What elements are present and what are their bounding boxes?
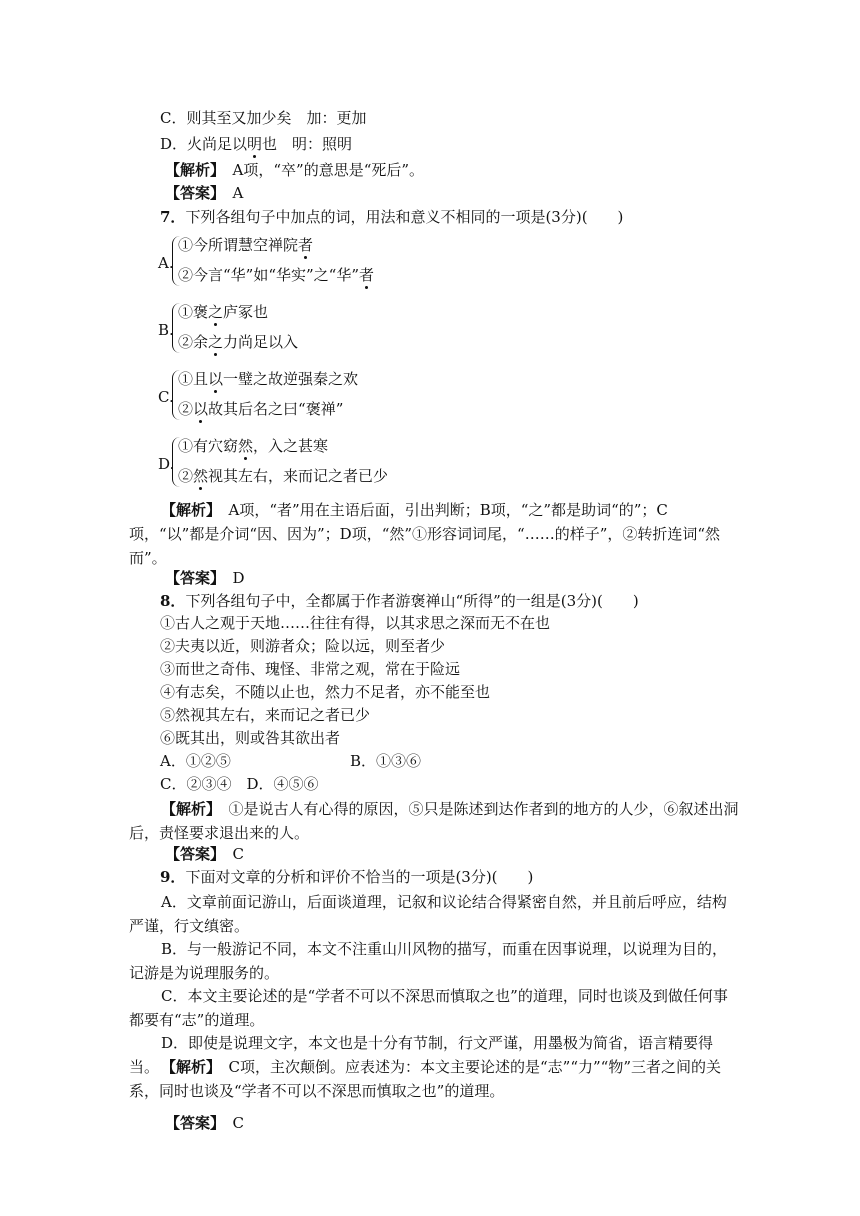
q9-option-d: D．即使是说理文字，本文也是十分有节制，行文严谨，用墨极为简省，语言精要得当。 [129, 1034, 714, 1076]
text: 也 明：照明 [262, 135, 353, 153]
q8-item: ④有志矣，不随以止也，然力不足者，亦不能至也 [160, 683, 491, 701]
q9-option-b: B．与一般游记不同，本文不注重山川风物的描写，而重在因事说理，以说理为目的，记游是为说理服务的。 [129, 940, 728, 982]
text: ，入之甚寒 [253, 437, 329, 455]
text: ② [178, 400, 194, 418]
q7-answer [165, 568, 245, 588]
text: 故其后名之曰“褒禅” [208, 400, 344, 418]
question-number: 7． [160, 208, 186, 226]
text: 庐冢也 [223, 303, 269, 321]
q7-option-d-label: D. [158, 455, 175, 473]
question-number: 9． [160, 868, 186, 886]
text: ①褒 [178, 303, 209, 321]
analysis-label: 【解析】 [161, 800, 214, 818]
analysis-text: A项，“卒”的意思是“死后”。 [232, 161, 425, 179]
analysis-text: ①是说古人有心得的原因，⑤只是陈述到达作者到的地方的人少，⑥叙述出洞后，责怪要求退出来的人。 [129, 800, 739, 842]
text: D．火尚足以 [160, 135, 248, 153]
answer-label: 【答案】 [165, 569, 218, 587]
q7-c1 [178, 369, 358, 389]
answer-text: C [232, 845, 245, 863]
text: 一璧之故逆强秦之欢 [223, 370, 359, 388]
text: ①有穴窈 [178, 437, 239, 455]
question-text: 下列各组句子中加点的词，用法和意义不相同的一项是(3分)( ) [185, 208, 624, 226]
q6-answer [165, 183, 243, 203]
dotted-char: 然 [193, 467, 209, 485]
q7-a1 [178, 235, 313, 255]
dotted-char: 以 [193, 400, 209, 418]
question-text: 下列各组句子中，全都属于作者游褒禅山“所得”的一组是(3分)( ) [185, 592, 639, 610]
q8-item: ⑤然视其左右，来而记之者已少 [160, 706, 371, 724]
q9-option-c: C．本文主要论述的是“学者不可以不深思而慎取之也”的道理，同时也谈及到做任何事都要有“志”的道理。 [129, 987, 728, 1029]
text: ② [178, 467, 194, 485]
q8-item: ①古人之观于天地……往往有得，以其求思之深而无不在也 [160, 614, 551, 632]
text: ②余 [178, 333, 209, 351]
q8-option-cd: C．②③④ D．④⑤⑥ [160, 775, 319, 793]
q7-d2 [178, 466, 388, 486]
dotted-char: 然 [238, 437, 254, 455]
analysis-label: 【解析】 [161, 1058, 214, 1076]
q8-item: ③而世之奇伟、瑰怪、非常之观，常在于险远 [160, 660, 461, 678]
answer-text: C [232, 1114, 245, 1132]
answer-label: 【答案】 [165, 1114, 218, 1132]
dotted-char: 之 [208, 333, 224, 351]
text: 视其左右，来而记之者已少 [208, 467, 389, 485]
q7-a2 [178, 265, 374, 285]
q7-option-c-label: C. [158, 388, 174, 406]
dotted-char: 者 [359, 266, 375, 284]
text: 力尚足以入 [223, 333, 299, 351]
q9-option-a: A．文章前面记游山，后面谈道理，记叙和议论结合得紧密自然，并且前后呼应，结构严谨，行文缜密。 [129, 893, 727, 935]
analysis-text: A项，“者”用在主语后面，引出判断；B项，“之”都是助词“的”；C项，“以”都是介词“因、因为”；D项，“然”①形容词词尾，“……的样子”，②转折连词“然而”。 [129, 501, 721, 567]
analysis-text: C项，主次颠倒。应表述为：本文主要论述的是“志”“力”“物”三者之间的关系，同时也谈及“学者不可以不深思而慎取之也”的道理。 [129, 1058, 722, 1100]
q8-item: ②夫夷以近，则游者众；险以远，则至者少 [160, 637, 446, 655]
q8-option-b: B．①③⑥ [350, 752, 422, 770]
dotted-char: 以 [208, 370, 224, 388]
answer-label: 【答案】 [165, 845, 218, 863]
answer-text: D [232, 569, 245, 587]
question-text: 下面对文章的分析和评价不恰当的一项是(3分)( ) [185, 868, 534, 886]
q6-analysis [165, 160, 424, 180]
q7-b1 [178, 302, 268, 322]
q9-stem [160, 867, 533, 887]
q7-option-b-label: B. [158, 321, 174, 339]
q8-stem [160, 591, 639, 611]
q7-stem [160, 207, 623, 227]
q6-option-d [160, 134, 352, 154]
q9-analysis [129, 1055, 739, 1103]
answer-text: A [232, 184, 244, 202]
question-number: 8． [160, 592, 186, 610]
q7-d1 [178, 436, 328, 456]
analysis-label: 【解析】 [165, 161, 218, 179]
text: ①且 [178, 370, 209, 388]
q6-option-c: C．则其至又加少矣 加：更加 [160, 109, 367, 127]
text: ②今言“华”如“华实”之“华” [178, 266, 360, 284]
dotted-char: 者 [298, 236, 314, 254]
dotted-char: 之 [208, 303, 224, 321]
analysis-label: 【解析】 [161, 501, 214, 519]
q7-analysis [129, 498, 739, 570]
q7-option-a-label: A. [158, 254, 174, 272]
q9-answer [165, 1113, 244, 1133]
q8-answer [165, 844, 244, 864]
answer-label: 【答案】 [165, 184, 218, 202]
text: ①今所谓慧空禅院 [178, 236, 299, 254]
q7-b2 [178, 332, 298, 352]
q8-option-a: A．①②⑤ [160, 752, 231, 770]
dotted-char: 明 [247, 135, 263, 153]
q8-item: ⑥既其出，则或咎其欲出者 [160, 729, 341, 747]
q8-analysis [129, 797, 739, 845]
q7-c2 [178, 399, 343, 419]
